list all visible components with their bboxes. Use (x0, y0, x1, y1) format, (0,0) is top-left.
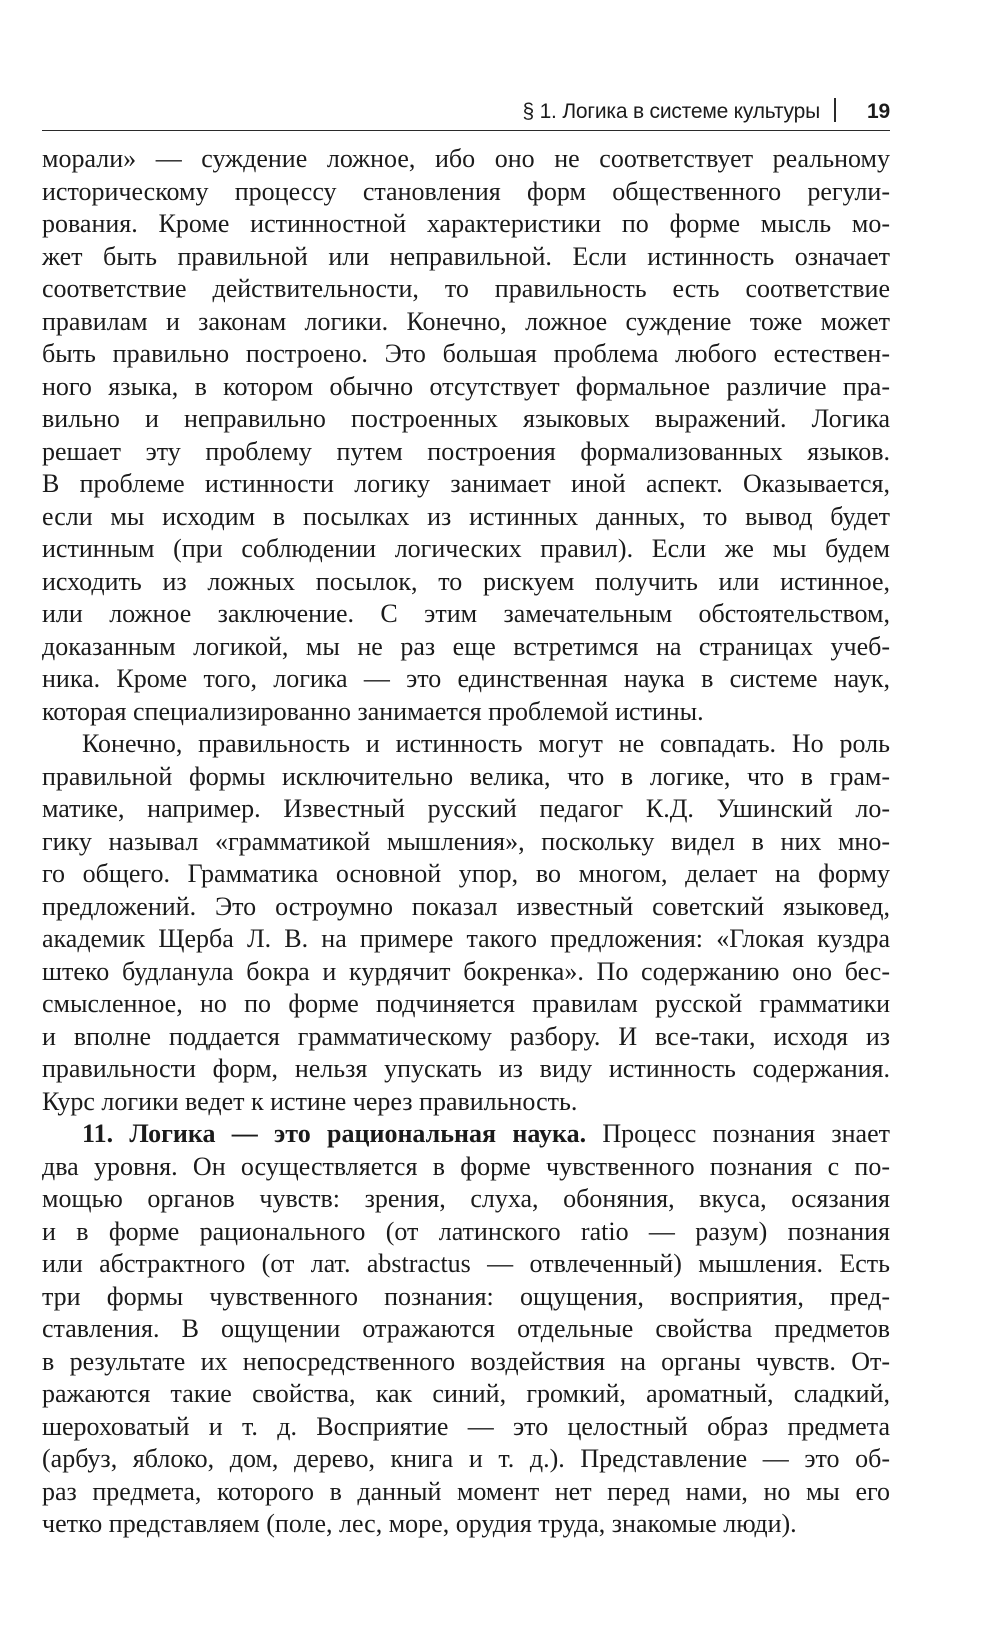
text-line: Курс логики ведет к истине через правильность. (42, 1086, 578, 1116)
text-line (42, 1118, 890, 1151)
text-line: ражаются такие свойства, как синий, громкий, ароматный, сладкий, (42, 1379, 890, 1408)
text-line: или ложное заключение. С этим замечательным обстоятельством, (42, 599, 890, 628)
text-line: правильной формы исключительно велика, что в логике, что в грам- (42, 761, 890, 791)
paragraph-2 (42, 728, 890, 1118)
text-line: предложений. Это остроумно показал известный советский языковед, (42, 891, 890, 921)
text-line: решает эту проблему путем построения формализованных языков. (42, 436, 890, 466)
text-line: если мы исходим в посылках из истинных данных, то вывод будет (42, 501, 890, 531)
text-line: вильно и неправильно построенных языковых выражений. Логика (42, 404, 890, 433)
text-line: доказанным логикой, мы не раз еще встретимся на страницах учеб- (42, 631, 890, 661)
section-heading-11: 11. Логика — это рациональная наука. (82, 1119, 587, 1148)
section-title: § 1. Логика в системе культуры (522, 100, 820, 123)
text-line: рования. Кроме истинностной характеристики по форме мысль мо- (42, 209, 890, 238)
text-run: Процесс познания знает (586, 1119, 891, 1148)
page-number: 19 (867, 100, 890, 123)
text-line: истинным (при соблюдении логических правил). Если же мы будем (42, 534, 890, 563)
text-line: ного языка, в котором обычно отсутствует формальное различие пра- (42, 371, 890, 401)
running-header (42, 90, 890, 131)
text-line: или абстрактного (от лат. abstractus — отвлеченный) мышления. Есть (42, 1249, 890, 1278)
text-line: ника. Кроме того, логика — это единственная наука в системе наук, (42, 664, 890, 693)
text-line: (арбуз, яблоко, дом, дерево, книга и т. д.). Представление — это об- (42, 1444, 890, 1473)
paragraph-3 (42, 1118, 890, 1541)
text-line: три формы чувственного познания: ощущения, восприятия, пред- (42, 1281, 890, 1311)
text-line: быть правильно построено. Это большая проблема любого естествен- (42, 339, 890, 368)
text-line: историческому процессу становления форм общественного регули- (42, 176, 890, 206)
text-line: четко представляем (поле, лес, море, орудия труда, знакомые люди). (42, 1509, 797, 1538)
text-line: и вполне поддается грамматическому разбору. И все-таки, исходя из (42, 1021, 890, 1051)
text-line: смысленное, но по форме подчиняется правилам русской грамматики (42, 989, 890, 1018)
text-line: два уровня. Он осуществляется в форме чувственного познания с по- (42, 1151, 890, 1181)
text-line: правильности форм, нельзя упускать из виду истинность содержания. (42, 1054, 890, 1083)
text-line: в результате их непосредственного воздействия на органы чувств. От- (42, 1346, 890, 1376)
text-line: шероховатый и т. д. Восприятие — это целостный образ предмета (42, 1411, 890, 1441)
paragraph-1 (42, 143, 890, 728)
text-line: матике, например. Известный русский педагог К.Д. Ушинский ло- (42, 794, 890, 823)
header-separator (834, 98, 836, 122)
text-line: правилам и законам логики. Конечно, ложное суждение тоже может (42, 306, 890, 336)
text-line: мощью органов чувств: зрения, слуха, обоняния, вкуса, осязания (42, 1184, 890, 1213)
text-line: В проблеме истинности логику занимает иной аспект. Оказывается, (42, 469, 890, 498)
text-line: соответствие действительности, то правильность есть соответствие (42, 274, 890, 303)
text-line: академик Щерба Л. В. на примере такого предложения: «Глокая куздра (42, 924, 890, 953)
text-line: исходить из ложных посылок, то рискуем получить или истинное, (42, 566, 890, 596)
text-line: го общего. Грамматика основной упор, во многом, делает на форму (42, 859, 890, 888)
body-text (42, 143, 890, 1541)
text-line: раз предмета, которого в данный момент нет перед нами, но мы его (42, 1476, 890, 1506)
text-line: штеко будланула бокра и курдячит бокренка». По содержанию оно бес- (42, 956, 890, 986)
text-line: жет быть правильной или неправильной. Если истинность означает (42, 241, 890, 271)
text-line: ставления. В ощущении отражаются отдельные свойства предметов (42, 1314, 890, 1343)
text-line: гику называл «грамматикой мышления», поскольку видел в них мно- (42, 826, 890, 856)
text-line: Конечно, правильность и истинность могут не совпадать. Но роль (82, 729, 890, 758)
text-line: которая специализированно занимается проблемой истины. (42, 696, 704, 726)
text-line: морали» — суждение ложное, ибо оно не соответствует реальному (42, 144, 890, 173)
text-line: и в форме рационального (от латинского ratio — разум) познания (42, 1216, 890, 1246)
